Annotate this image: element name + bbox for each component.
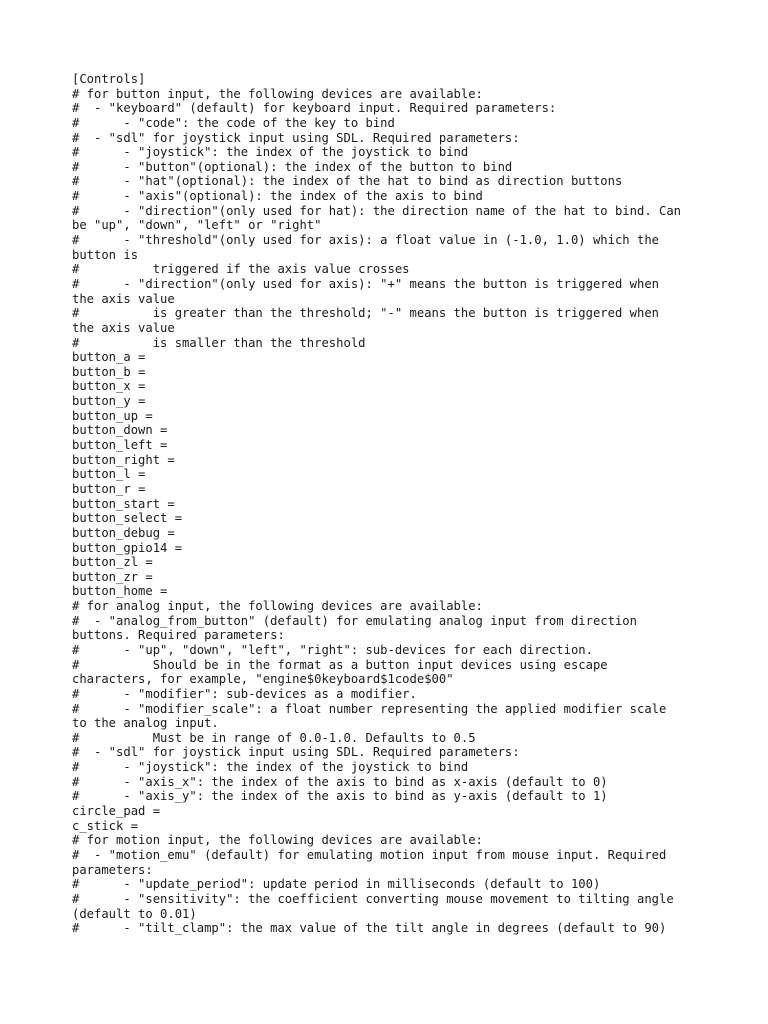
document-line: button_b = — [72, 364, 146, 379]
document-line: button_zr = — [72, 569, 153, 584]
document-line: # - "axis_y": the index of the axis to bind as y-axis (default to 1) — [72, 789, 608, 804]
document-line: the axis value — [72, 320, 175, 335]
document-line: circle_pad = — [72, 804, 161, 819]
document-line: button_debug = — [72, 525, 175, 540]
document-line: # - "keyboard" (default) for keyboard input. Required parameters: — [72, 101, 557, 116]
document-line: (default to 0.01) — [72, 906, 197, 921]
document-line: # triggered if the axis value crosses — [72, 262, 410, 277]
document-line: button_r = — [72, 481, 146, 496]
document-line: the axis value — [72, 291, 175, 306]
document-line: button_home = — [72, 584, 168, 599]
document-line: # - "direction"(only used for hat): the direction name of the hat to bind. Can — [72, 203, 682, 218]
document-line: # - "threshold"(only used for axis): a float value in (-1.0, 1.0) which the — [72, 233, 659, 248]
document-line: c_stick = — [72, 818, 139, 833]
document-line: # - "analog_from_button" (default) for emulating analog input from direction — [72, 613, 637, 628]
document-line: parameters: — [72, 862, 153, 877]
document-line: # - "axis"(optional): the index of the axis to bind — [72, 189, 483, 204]
document-line: button_up = — [72, 408, 153, 423]
document-line: # - "up", "down", "left", "right": sub-devices for each direction. — [72, 642, 593, 657]
document-line: buttons. Required parameters: — [72, 628, 285, 643]
document-line: button_start = — [72, 496, 175, 511]
document-line: # - "modifier_scale": a float number representing the applied modifier scale — [72, 701, 667, 716]
document-line: button_a = — [72, 350, 146, 365]
document-line: # - "sdl" for joystick input using SDL. Required parameters: — [72, 745, 520, 760]
document-line: # - "button"(optional): the index of the button to bind — [72, 159, 513, 174]
document-line: # Should be in the format as a button input devices using escape — [72, 657, 608, 672]
document-line: # is smaller than the threshold — [72, 335, 366, 350]
document-line: be "up", "down", "left" or "right" — [72, 218, 322, 233]
document-line: # - "tilt_clamp": the max value of the tilt angle in degrees (default to 90) — [72, 921, 667, 936]
document-line: # - "motion_emu" (default) for emulating motion input from mouse input. Required — [72, 847, 667, 862]
document-line: # - "joystick": the index of the joystick to bind — [72, 760, 469, 775]
document-line: # - "axis_x": the index of the axis to bind as x-axis (default to 0) — [72, 774, 608, 789]
document-line: # - "hat"(optional): the index of the hat to bind as direction buttons — [72, 174, 623, 189]
document-line: # for motion input, the following devices are available: — [72, 833, 483, 848]
document-line: # - "joystick": the index of the joystick to bind — [72, 145, 469, 160]
document-line: # for analog input, the following devices are available: — [72, 599, 483, 614]
document-line: button_l = — [72, 467, 146, 482]
document-line: # for button input, the following devices are available: — [72, 86, 483, 101]
document-line: button_select = — [72, 511, 183, 526]
document-line: button_y = — [72, 394, 146, 409]
document-line: # - "code": the code of the key to bind — [72, 115, 395, 130]
document-line: # - "direction"(only used for axis): "+" means the button is triggered when — [72, 276, 659, 291]
document-line: button is — [72, 247, 139, 262]
document-line: to the analog input. — [72, 716, 219, 731]
document-line: button_x = — [72, 379, 146, 394]
document-line: characters, for example, "engine$0keyboard$1code$00" — [72, 672, 454, 687]
document-line: # - "modifier": sub-devices as a modifier. — [72, 686, 417, 701]
document-line: # is greater than the threshold; "-" means the button is triggered when — [72, 306, 659, 321]
document-line: button_right = — [72, 452, 175, 467]
document-line: button_down = — [72, 423, 168, 438]
config-document — [72, 72, 702, 936]
document-line: # - "update_period": update period in milliseconds (default to 100) — [72, 877, 601, 892]
document-line: button_left = — [72, 438, 168, 453]
document-line: # - "sdl" for joystick input using SDL. Required parameters: — [72, 130, 520, 145]
document-line: button_gpio14 = — [72, 540, 183, 555]
document-line: button_zl = — [72, 555, 153, 570]
document-line: [Controls] — [72, 72, 146, 86]
document-line: # Must be in range of 0.0-1.0. Defaults to 0.5 — [72, 730, 476, 745]
document-line: # - "sensitivity": the coefficient converting mouse movement to tilting angle — [72, 891, 674, 906]
